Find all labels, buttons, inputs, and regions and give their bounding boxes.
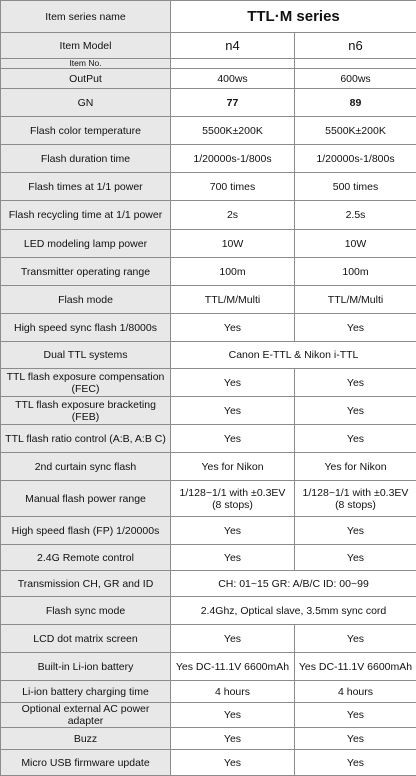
row-value-n6: Yes [295, 625, 416, 653]
table-row [1, 597, 416, 625]
row-value-n6: 1/128~1/1 with ±0.3EV (8 stops) [295, 481, 416, 517]
table-row [1, 117, 416, 145]
row-value-n6: Yes DC-11.1V 6600mAh [295, 653, 416, 681]
row-value-n4: 100m [171, 258, 295, 286]
table-row [1, 453, 416, 481]
row-value-n6: Yes for Nikon [295, 453, 416, 481]
table-row [1, 728, 416, 750]
row-value-shared: Canon E-TTL & Nikon i-TTL [171, 342, 416, 369]
row-value-n6: TTL/M/Multi [295, 286, 416, 314]
row-value-shared: CH: 01~15 GR: A/B/C ID: 00~99 [171, 571, 416, 597]
table-row [1, 286, 416, 314]
row-value-n4: Yes DC-11.1V 6600mAh [171, 653, 295, 681]
row-value-n4: Yes [171, 314, 295, 342]
row-label: Item series name [1, 1, 171, 33]
row-value-n4: Yes [171, 750, 295, 776]
row-value-n4: 700 times [171, 173, 295, 201]
row-value-n4: 77 [171, 89, 295, 117]
row-label: Flash times at 1/1 power [1, 173, 171, 201]
row-value-n4: 5500K±200K [171, 117, 295, 145]
row-value-n4: 2s [171, 201, 295, 230]
row-value-n4: Yes [171, 703, 295, 728]
table-row [1, 425, 416, 453]
row-value-n6: Yes [295, 750, 416, 776]
row-label: TTL flash exposure compensation (FEC) [1, 369, 171, 397]
row-label: Transmission CH, GR and ID [1, 571, 171, 597]
row-label: Buzz [1, 728, 171, 750]
table-row-series [1, 1, 416, 33]
row-value-n6: Yes [295, 397, 416, 425]
table-row [1, 750, 416, 776]
row-value-n4: 4 hours [171, 681, 295, 703]
row-label: Flash duration time [1, 145, 171, 173]
table-row [1, 545, 416, 571]
row-value-n4: Yes [171, 545, 295, 571]
row-label: TTL flash ratio control (A:B, A:B C) [1, 425, 171, 453]
row-value-n6: 600ws [295, 69, 416, 89]
row-value-n6: Yes [295, 425, 416, 453]
table-row [1, 625, 416, 653]
table-row [1, 703, 416, 728]
table-row [1, 173, 416, 201]
row-value-n4: Yes for Nikon [171, 453, 295, 481]
itemno-n6 [295, 59, 416, 69]
row-value-n4: Yes [171, 728, 295, 750]
row-label: High speed flash (FP) 1/20000s [1, 517, 171, 545]
table-row [1, 653, 416, 681]
row-value-n6: Yes [295, 703, 416, 728]
row-label: Item No. [1, 59, 171, 69]
row-label: Dual TTL systems [1, 342, 171, 369]
row-label: 2nd curtain sync flash [1, 453, 171, 481]
row-label: High speed sync flash 1/8000s [1, 314, 171, 342]
row-label: Optional external AC power adapter [1, 703, 171, 728]
row-label: Flash mode [1, 286, 171, 314]
row-label: Built-in Li-ion battery [1, 653, 171, 681]
table-row [1, 481, 416, 517]
row-label: LCD dot matrix screen [1, 625, 171, 653]
row-label: Flash recycling time at 1/1 power [1, 201, 171, 230]
row-label: Item Model [1, 33, 171, 59]
table-row [1, 89, 416, 117]
row-value-n4: Yes [171, 369, 295, 397]
row-value-n6: 4 hours [295, 681, 416, 703]
row-value-shared: 2.4Ghz, Optical slave, 3.5mm sync cord [171, 597, 416, 625]
row-label: Li-ion battery charging time [1, 681, 171, 703]
row-label: Transmitter operating range [1, 258, 171, 286]
row-value-n4: TTL/M/Multi [171, 286, 295, 314]
row-label: LED modeling lamp power [1, 230, 171, 258]
table-row [1, 342, 416, 369]
table-row [1, 369, 416, 397]
table-row [1, 681, 416, 703]
row-label: Flash sync mode [1, 597, 171, 625]
row-value-n4: Yes [171, 517, 295, 545]
table-row [1, 230, 416, 258]
table-row [1, 397, 416, 425]
row-label: Flash color temperature [1, 117, 171, 145]
row-label: Micro USB firmware update [1, 750, 171, 776]
table-row [1, 571, 416, 597]
row-value-n6: 100m [295, 258, 416, 286]
table-row [1, 69, 416, 89]
row-value-n4: 400ws [171, 69, 295, 89]
row-label: Manual flash power range [1, 481, 171, 517]
row-value-n6: Yes [295, 545, 416, 571]
row-value-n6: 10W [295, 230, 416, 258]
row-value-n6: 89 [295, 89, 416, 117]
table-row-itemno [1, 59, 416, 69]
table-row [1, 517, 416, 545]
table-row [1, 258, 416, 286]
row-value-n6: 5500K±200K [295, 117, 416, 145]
table-row [1, 145, 416, 173]
row-label: GN [1, 89, 171, 117]
row-value-n4: 1/128~1/1 with ±0.3EV (8 stops) [171, 481, 295, 517]
row-value-n6: 1/20000s-1/800s [295, 145, 416, 173]
row-label: OutPut [1, 69, 171, 89]
table-row [1, 314, 416, 342]
series-value: TTL·M series [171, 1, 416, 33]
row-value-n6: Yes [295, 728, 416, 750]
row-value-n6: Yes [295, 517, 416, 545]
row-value-n6: 500 times [295, 173, 416, 201]
row-value-n6: Yes [295, 314, 416, 342]
itemno-n4 [171, 59, 295, 69]
row-value-n4: 1/20000s-1/800s [171, 145, 295, 173]
row-label: 2.4G Remote control [1, 545, 171, 571]
row-value-n4: 10W [171, 230, 295, 258]
model-n4: n4 [171, 33, 295, 59]
table-row-model [1, 33, 416, 59]
row-value-n4: Yes [171, 625, 295, 653]
table-row [1, 201, 416, 230]
row-value-n6: 2.5s [295, 201, 416, 230]
model-n6: n6 [295, 33, 416, 59]
row-value-n4: Yes [171, 397, 295, 425]
row-label: TTL flash exposure bracketing (FEB) [1, 397, 171, 425]
row-value-n4: Yes [171, 425, 295, 453]
row-value-n6: Yes [295, 369, 416, 397]
